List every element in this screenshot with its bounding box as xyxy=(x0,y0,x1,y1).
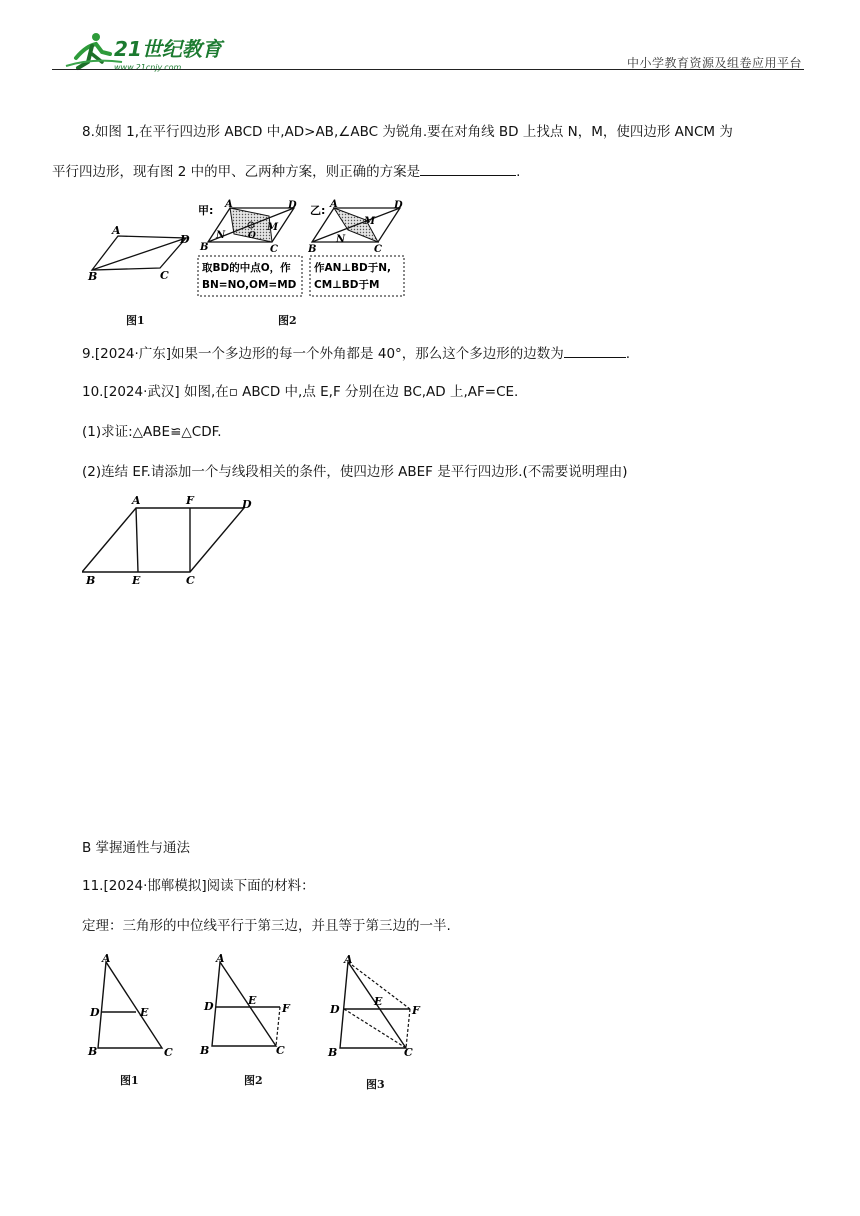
q8yi-label-N: N xyxy=(336,234,346,245)
q8jia-label-O: O xyxy=(248,231,256,241)
q8jia-label-M: M xyxy=(267,222,279,233)
q8-line2-wrap xyxy=(52,162,520,182)
q8yi-label-M: M xyxy=(364,216,376,227)
q8-line1: 8.如图 1,在平行四边形 ABCD 中,AD>AB,∠ABC 为锐角.要在对角线 BD 上找点 N，M，使四边形 ANCM 为 xyxy=(82,124,733,140)
q11-line1: 11.[2024·邯郸模拟]阅读下面的材料： xyxy=(82,878,315,894)
q11f2-label-B: B xyxy=(200,1044,210,1057)
q11f1-label-E: E xyxy=(140,1006,149,1019)
q11f3-label-B: B xyxy=(328,1046,338,1059)
q11f3-label-A: A xyxy=(344,953,353,966)
q8-jia-label: 甲: xyxy=(198,204,214,217)
q11f1-label-A: A xyxy=(102,952,111,965)
q8yi-label-D: D xyxy=(394,200,403,211)
q11f1-label-C: C xyxy=(164,1046,173,1058)
q8yi-label-A: A xyxy=(330,199,338,210)
q10-label-B: B xyxy=(86,574,96,587)
q10-part1: (1)求证:△ABE≌△CDF. xyxy=(82,424,222,440)
header-platform-text: 中小学教育资源及组卷应用平台 xyxy=(626,56,802,70)
q8-fig2-caption: 图2 xyxy=(278,314,297,327)
logo-text: 21世纪教育 xyxy=(114,37,222,61)
q11f3-label-E: E xyxy=(374,995,383,1008)
q11f2-label-C: C xyxy=(276,1044,285,1057)
q8-jia-note-1: 取BD的中点O，作 xyxy=(202,262,291,274)
q9-end: . xyxy=(625,346,631,362)
q11f3-label-D: D xyxy=(330,1003,340,1016)
q8-jia-note-2: BN=NO,OM=MD xyxy=(202,279,297,291)
q10-label-F: F xyxy=(186,494,194,507)
q8-figure1 xyxy=(86,222,198,306)
q8-answer-blank[interactable] xyxy=(420,162,516,176)
q8jia-label-N: N xyxy=(216,230,226,241)
logo xyxy=(62,28,232,74)
q8f1-label-C: C xyxy=(160,269,169,282)
q11f3-label-F: F xyxy=(412,1004,420,1017)
q11-figure1 xyxy=(86,952,182,1058)
q11f1-label-D: D xyxy=(90,1006,100,1019)
q10-line1: 10.[2024·武汉] 如图,在▫ ABCD 中,点 E,F 分别在边 BC,AD 上,AF=CE. xyxy=(82,384,519,400)
q8yi-label-B: B xyxy=(308,244,317,255)
q8jia-label-D: D xyxy=(288,200,297,211)
q8jia-label-C: C xyxy=(270,244,278,255)
q10-label-E: E xyxy=(132,574,141,587)
q8-yi-label: 乙: xyxy=(310,204,326,217)
q11f1-label-B: B xyxy=(88,1045,98,1058)
q11f2-label-D: D xyxy=(204,1000,214,1013)
q8-yi-note-1: 作AN⊥BD于N, xyxy=(314,262,392,274)
q10-label-C: C xyxy=(186,574,195,587)
q11-fig3-caption: 图3 xyxy=(366,1078,385,1091)
section-b-heading: B 掌握通性与通法 xyxy=(82,840,191,856)
q8yi-label-C: C xyxy=(374,244,382,255)
q9-line xyxy=(82,344,630,364)
q11-figure2 xyxy=(198,952,302,1058)
q8f1-label-B: B xyxy=(88,270,98,283)
q10-part2: (2)连结 EF.请添加一个与线段相关的条件，使四边形 ABEF 是平行四边形.(不需要说明理由) xyxy=(82,464,628,480)
q9-answer-blank[interactable] xyxy=(564,344,626,358)
q8-fig1-caption-text: 图1 xyxy=(126,314,145,327)
q8jia-label-A: A xyxy=(225,199,233,210)
q8-line2-end: . xyxy=(516,164,521,180)
q8jia-label-B: B xyxy=(200,242,209,253)
header-divider xyxy=(52,69,804,70)
q8f1-label-D: D xyxy=(180,233,190,246)
q8-figure2-yi xyxy=(308,198,408,300)
q10-figure xyxy=(82,494,268,590)
q8-line2: 平行四边形，现有图 2 中的甲、乙两种方案，则正确的方案是 xyxy=(52,164,421,180)
q11f2-label-E: E xyxy=(248,994,257,1007)
q8f1-label-A: A xyxy=(112,224,121,237)
q11-fig1-caption: 图1 xyxy=(120,1074,139,1087)
logo-url: www.21cnjy.com xyxy=(114,63,182,72)
q10-label-D: D xyxy=(242,498,252,511)
q11-fig2-caption: 图2 xyxy=(244,1074,263,1087)
q11-figure3 xyxy=(326,952,430,1062)
q10-label-A: A xyxy=(132,494,141,507)
q8-figure2-jia xyxy=(196,198,306,300)
q11-theorem: 定理：三角形的中位线平行于第三边，并且等于第三边的一半. xyxy=(82,918,451,934)
q8-yi-note-2: CM⊥BD于M xyxy=(314,279,380,291)
q11f2-label-F: F xyxy=(282,1002,290,1015)
q11f2-label-A: A xyxy=(216,952,225,965)
q9-text: 9.[2024·广东]如果一个多边形的每一个外角都是 40°，那么这个多边形的边数为 xyxy=(82,346,564,362)
q11f3-label-C: C xyxy=(404,1046,413,1059)
